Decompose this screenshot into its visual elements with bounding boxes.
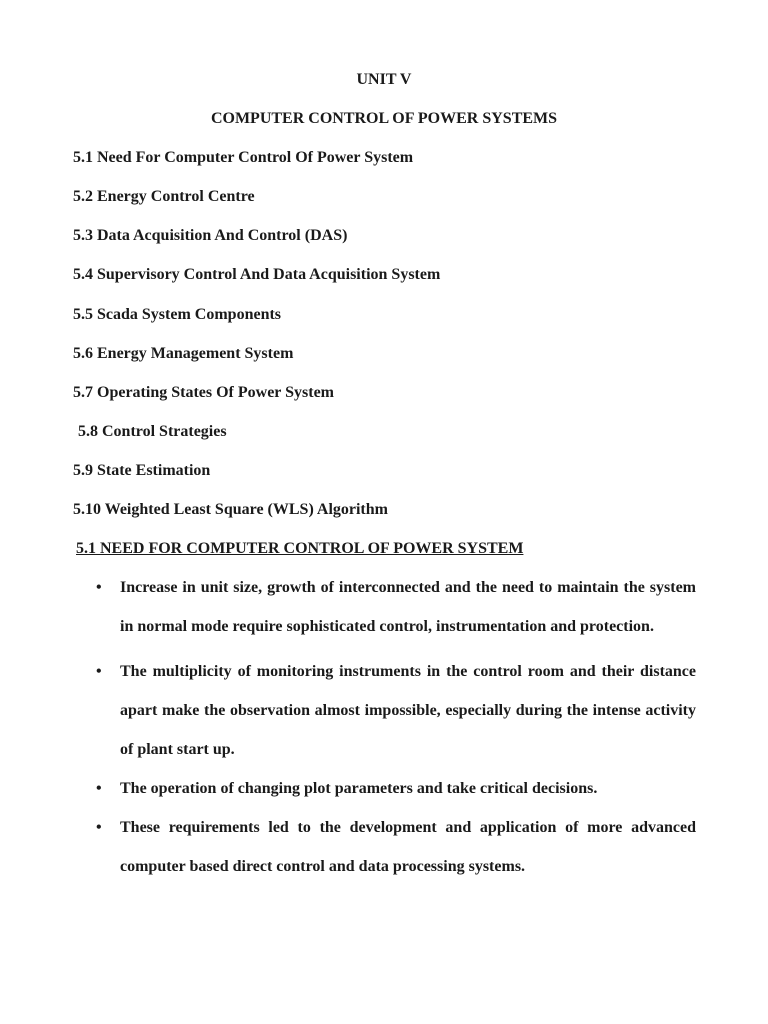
chapter-title: COMPUTER CONTROL OF POWER SYSTEMS <box>210 110 558 127</box>
toc-item-5-5: 5.5 Scada System Components <box>73 306 282 323</box>
toc-item-5-3: 5.3 Data Acquisition And Control (DAS) <box>73 227 348 244</box>
bullet-marker: • <box>96 819 102 836</box>
bullet-text: The operation of changing plot parameters and take critical decisions. <box>120 780 598 797</box>
bullet-item <box>96 808 696 886</box>
bullet-item <box>96 568 696 646</box>
unit-label: UNIT V <box>356 71 412 88</box>
bullet-marker: • <box>96 579 102 596</box>
section-heading: 5.1 NEED FOR COMPUTER CONTROL OF POWER SYSTEM <box>76 540 524 557</box>
toc-item-5-6: 5.6 Energy Management System <box>73 345 294 362</box>
toc-item-5-7: 5.7 Operating States Of Power System <box>73 384 334 401</box>
toc-item-5-1: 5.1 Need For Computer Control Of Power System <box>73 149 414 166</box>
bullet-list <box>96 568 696 886</box>
toc-item-5-10: 5.10 Weighted Least Square (WLS) Algorithm <box>73 501 388 518</box>
toc-item-5-9: 5.9 State Estimation <box>73 462 211 479</box>
bullet-item <box>96 769 696 808</box>
toc-item-5-4: 5.4 Supervisory Control And Data Acquisition System <box>73 266 441 283</box>
bullet-marker: • <box>96 780 102 797</box>
bullet-item <box>96 652 696 769</box>
bullet-text: Increase in unit size, growth of interconnected and the need to maintain the system in normal mode require sophisticated control, instrumentation and protection. <box>120 579 696 635</box>
toc-item-5-8: 5.8 Control Strategies <box>78 423 227 440</box>
toc-item-5-2: 5.2 Energy Control Centre <box>73 188 255 205</box>
bullet-text: The multiplicity of monitoring instruments in the control room and their distance apart make the observation almost impossible, especially during the intense activity of plant start up. <box>120 663 696 758</box>
bullet-text: These requirements led to the development and application of more advanced computer based direct control and data processing systems. <box>120 819 696 875</box>
bullet-marker: • <box>96 663 102 680</box>
